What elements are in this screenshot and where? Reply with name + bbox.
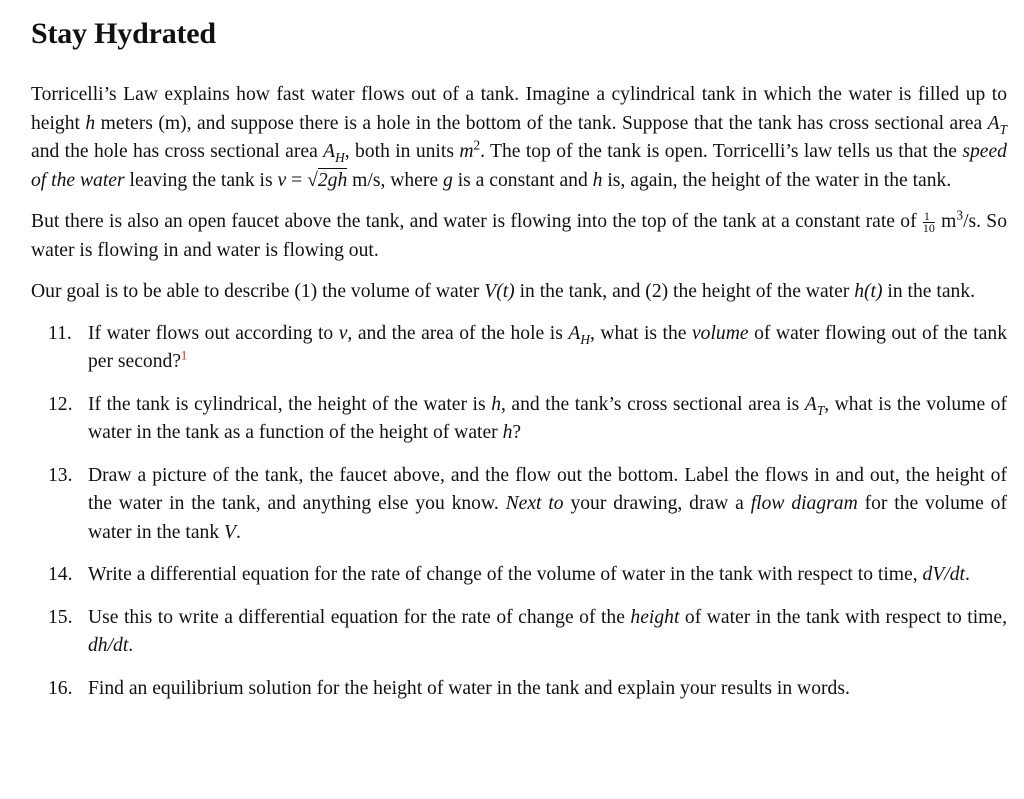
question-14: 14. Write a differential equation for the rate of change of the volume of water in the tank with respect to time, dV/dt. xyxy=(48,564,970,585)
footnote-link[interactable]: 1 xyxy=(181,348,188,363)
intro-paragraph-faucet: But there is also an open faucet above the tank, and water is flowing into the top of the tank at a constant rate of $\frac{1}{10}$ $m^3/s$. So water is flowing in and water is flowing out. xyxy=(31,207,1007,261)
intro-paragraph-goal: Our goal is to be able to describe (1) the volume of water V(t) in the tank, and (2) the height of the water h(t) in the tank. xyxy=(31,281,976,302)
fraction-one-tenth: $\frac{1}{10}$ xyxy=(922,209,935,235)
sqrt-symbol: √ xyxy=(307,169,318,191)
question-11: 11. If water flows out according to v, and the area of the hole is $A_H$, what is the volume of water flowing out of the tank per second?$^1$ xyxy=(48,322,1007,372)
question-16: 16. Find an equilibrium solution for the height of water in the tank and explain your results in words. xyxy=(48,677,850,699)
page-title: Stay Hydrated xyxy=(31,17,216,50)
intro-paragraph-torricelli: Torricelli’s Law explains how fast water flows out of a tank. Imagine a cylindrical tank in which the water is filled up to height h meters (m), and suppose there is a hole in the bottom of the tank. Suppose that the tank has cross sectional area $A_T$ and the hole has cross sectional area $A_H$, both in units $m^2$. The top of the tank is open. Torricelli’s law tells us that the speed of the water leaving the tank is v = √2gh m/s, where g is a constant and h is, again, the height of the water in the tank. xyxy=(31,84,1007,191)
question-12: 12. If the tank is cylindrical, the height of the water is h, and the tank’s cross sectional area is $A_T$, what is the volume of water in the tank as a function of the height of water h? xyxy=(48,393,1008,443)
sqrt-argument: 2gh xyxy=(317,169,348,191)
question-13: 13. Draw a picture of the tank, the faucet above, and the flow out the bottom. Label the flows in and out, the height of the water in the tank, and anything else you know. Next to your drawing, draw a flow diagram for the volume of water in the tank V. xyxy=(48,464,1007,543)
question-list xyxy=(31,320,1007,704)
question-15: 15. Use this to write a differential equation for the rate of change of the height of water in the tank with respect to time, dh/dt. xyxy=(48,606,1007,656)
